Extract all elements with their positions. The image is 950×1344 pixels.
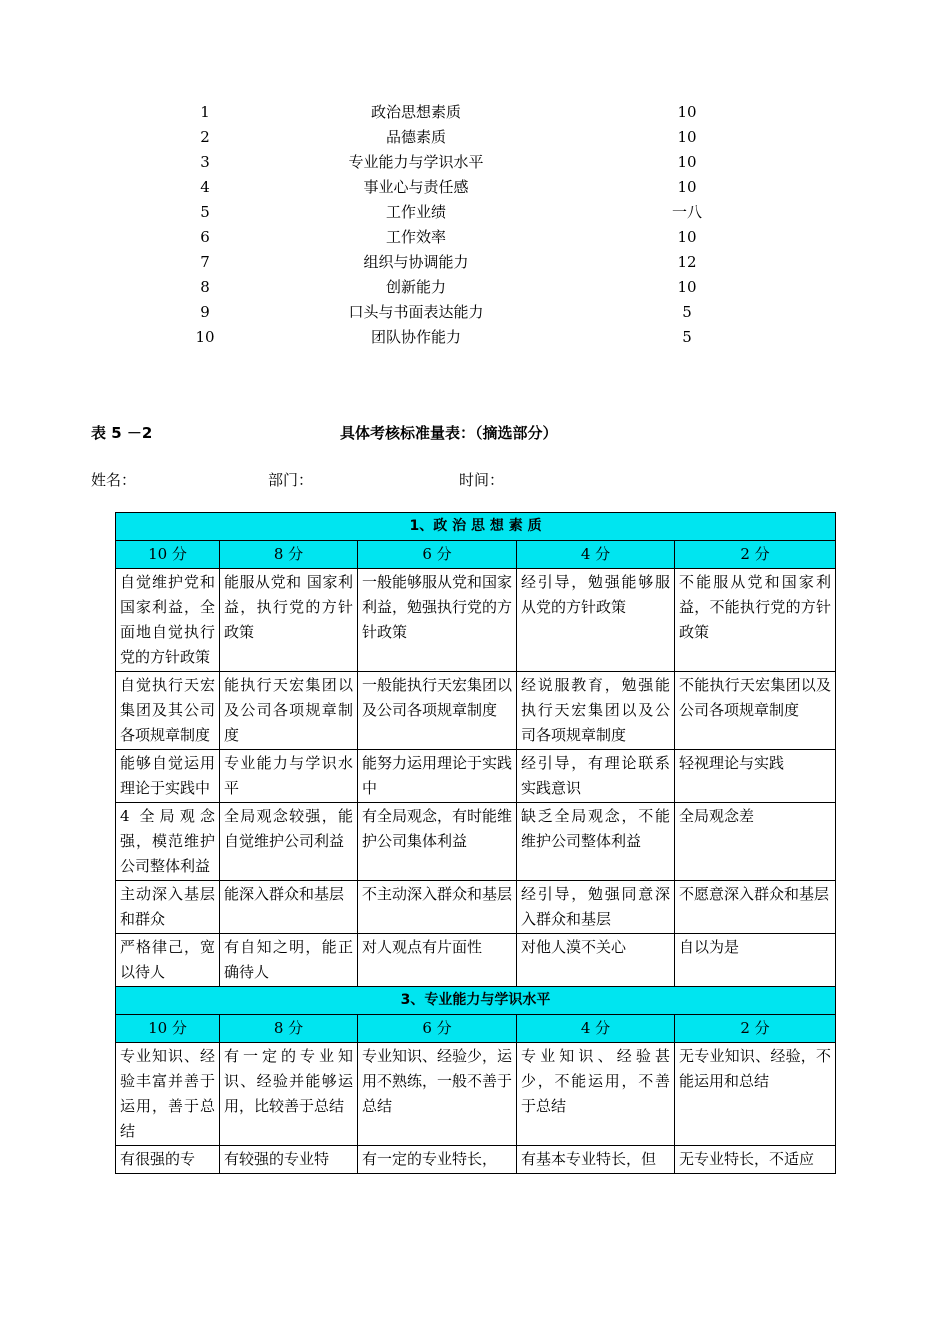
criteria-cell: 能执行天宏集团以及公司各项规章制度 [220,672,358,750]
weight-number: 8 [200,278,210,296]
weight-item: 事业心与责任感 [363,178,469,196]
criteria-cell: 有一定的专业知识、经验并能够运用，比较善于总结 [220,1043,358,1146]
department-field-label: 部门： [268,471,314,489]
weight-value: 10 [677,228,697,246]
criteria-row [116,1146,836,1174]
criteria-cell: 经说服教育，勉强能执行天宏集团以及公司各项规章制度 [517,672,675,750]
score-header: 2 分 [675,541,836,569]
weight-number: 7 [200,253,210,271]
weight-value: 5 [682,328,692,346]
table-label: 表 5 －2 [91,424,153,442]
weight-row [140,175,760,200]
weight-list [140,100,760,350]
criteria-cell: 全局观念较强，能自觉维护公司利益 [220,803,358,881]
criteria-row [116,881,836,934]
weight-item: 政治思想素质 [370,103,461,121]
weight-number: 3 [200,153,210,171]
score-header: 8 分 [220,1015,358,1043]
criteria-cell: 能够自觉运用理论于实践中 [116,750,220,803]
criteria-cell: 专业知识、经验甚少，不能运用，不善于总结 [517,1043,675,1146]
weight-item: 品德素质 [385,128,446,146]
name-field-label: 姓名： [91,471,137,489]
score-header: 10 分 [116,541,220,569]
weight-row [140,125,760,150]
weight-row [140,275,760,300]
criteria-cell: 无专业知识、经验，不能运用和总结 [675,1043,836,1146]
time-field-label: 时间： [459,471,505,489]
criteria-row [116,934,836,987]
criteria-cell: 经引导，勉强同意深入群众和基层 [517,881,675,934]
criteria-cell: 无专业特长，不适应 [675,1146,836,1174]
criteria-cell: 轻视理论与实践 [675,750,836,803]
criteria-cell: 缺乏全局观念，不能维护公司整体利益 [517,803,675,881]
weight-row [140,325,760,350]
criteria-cell: 严格律己，宽以待人 [116,934,220,987]
weight-row [140,100,760,125]
score-header: 6 分 [358,1015,517,1043]
criteria-cell: 不愿意深入群众和基层 [675,881,836,934]
weight-number: 2 [200,128,210,146]
criteria-cell: 不能执行天宏集团以及公司各项规章制度 [675,672,836,750]
score-header: 2 分 [675,1015,836,1043]
weight-number: 6 [200,228,210,246]
criteria-cell: 自以为是 [675,934,836,987]
criteria-row [116,672,836,750]
criteria-cell: 能服从党和 国家利益，执行党的方针政策 [220,569,358,672]
weight-value: 10 [677,178,697,196]
weight-row [140,300,760,325]
weight-value: 5 [682,303,692,321]
criteria-cell: 自觉维护党和国家利益，全面地自觉执行党的方针政策 [116,569,220,672]
table-title: 具体考核标准量表：（摘选部分） [340,424,558,442]
weight-value: 12 [677,253,697,271]
weight-row [140,225,760,250]
criteria-cell: 对人观点有片面性 [358,934,517,987]
weight-value: 10 [677,103,697,121]
weight-item: 团队协作能力 [370,328,461,346]
weight-row [140,250,760,275]
weight-number: 1 [200,103,210,121]
criteria-cell: 主动深入基层和群众 [116,881,220,934]
criteria-cell: 对他人漠不关心 [517,934,675,987]
criteria-cell: 4 全局观念强，模范维护公司整体利益 [116,803,220,881]
weight-number: 9 [200,303,210,321]
criteria-cell: 一般能够服从党和国家利益，勉强执行党的方针政策 [358,569,517,672]
criteria-cell: 能努力运用理论于实践中 [358,750,517,803]
weight-value: 10 [677,278,697,296]
section-title: 1、政 治 思 想 素 质 [116,513,836,541]
score-header: 4 分 [517,541,675,569]
weight-row [140,150,760,175]
criteria-row [116,569,836,672]
criteria-cell: 专业知识、经验少，运用不熟练，一般不善于总结 [358,1043,517,1146]
criteria-cell: 有较强的专业特 [220,1146,358,1174]
weight-row [140,200,760,225]
criteria-cell: 不主动深入群众和基层 [358,881,517,934]
criteria-row [116,803,836,881]
weight-value: 一八 [671,203,702,221]
score-header: 6 分 [358,541,517,569]
score-header: 8 分 [220,541,358,569]
criteria-cell: 自觉执行天宏集团及其公司各项规章制度 [116,672,220,750]
criteria-cell: 全局观念差 [675,803,836,881]
weight-item: 组织与协调能力 [363,253,469,271]
criteria-cell: 一般能执行天宏集团以及公司各项规章制度 [358,672,517,750]
weight-item: 工作效率 [385,228,446,246]
weight-item: 口头与书面表达能力 [348,303,484,321]
criteria-cell: 有很强的专 [116,1146,220,1174]
weight-item: 工作业绩 [385,203,446,221]
criteria-row [116,750,836,803]
criteria-row [116,1043,836,1146]
criteria-cell: 经引导，勉强能够服从党的方针政策 [517,569,675,672]
score-header: 10 分 [116,1015,220,1043]
weight-value: 10 [677,128,697,146]
assessment-standard-table [115,512,836,1174]
criteria-cell: 专业知识、经验丰富并善于运用，善于总结 [116,1043,220,1146]
criteria-cell: 能深入群众和基层 [220,881,358,934]
weight-number: 10 [195,328,215,346]
criteria-cell: 经引导，有理论联系实践意识 [517,750,675,803]
weight-value: 10 [677,153,697,171]
criteria-cell: 有全局观念，有时能维护公司集体利益 [358,803,517,881]
weight-number: 5 [200,203,210,221]
criteria-cell: 有一定的专业特长， [358,1146,517,1174]
weight-number: 4 [200,178,210,196]
criteria-cell: 有自知之明，能正确待人 [220,934,358,987]
score-header: 4 分 [517,1015,675,1043]
criteria-cell: 有基本专业特长，但 [517,1146,675,1174]
criteria-cell: 不能服从党和国家利益，不能执行党的方针政策 [675,569,836,672]
criteria-cell: 专业能力与学识水平 [220,750,358,803]
weight-item: 创新能力 [385,278,446,296]
section-title: 3、专业能力与学识水平 [116,987,836,1015]
weight-item: 专业能力与学识水平 [348,153,484,171]
